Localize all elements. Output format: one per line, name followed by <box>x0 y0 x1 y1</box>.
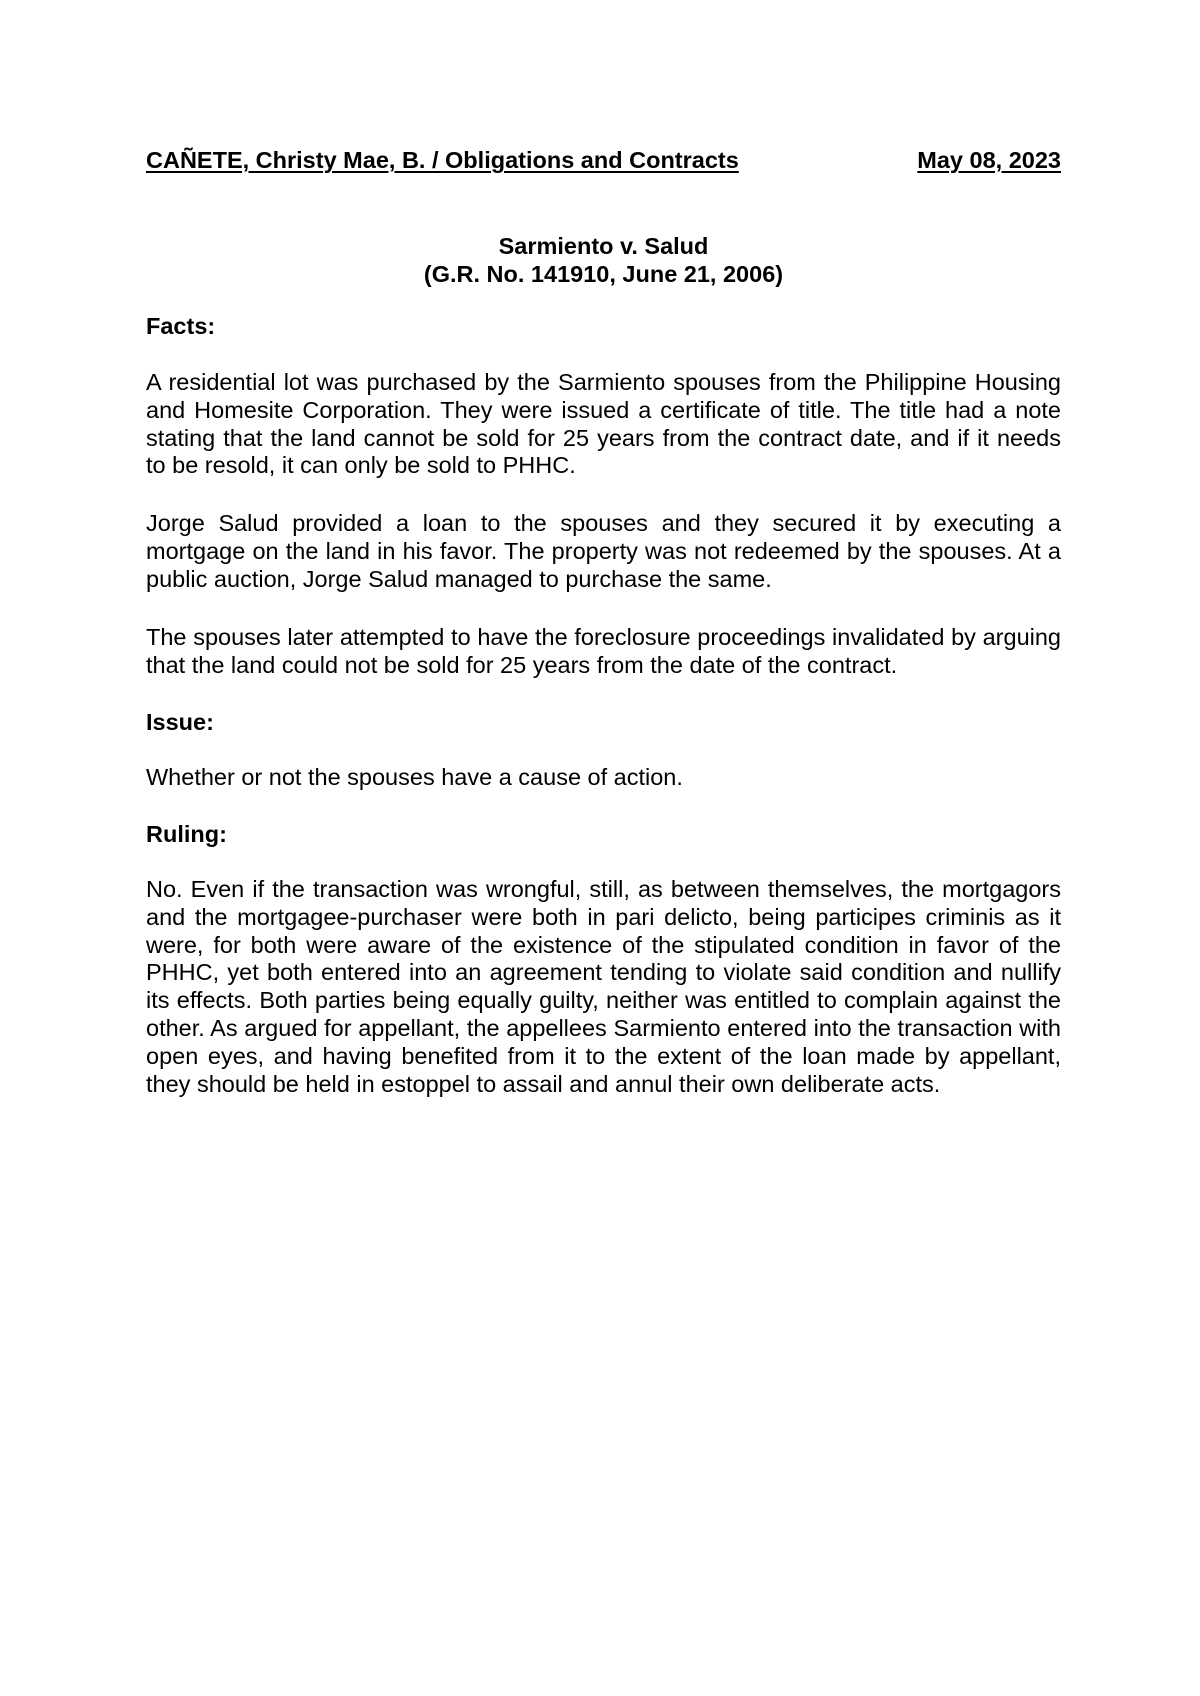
case-title: Sarmiento v. Salud <box>498 233 709 259</box>
document-page <box>146 0 1061 1696</box>
header-date: May 08, 2023 <box>917 147 1061 173</box>
case-title-block <box>146 232 1061 288</box>
facts-heading: Facts: <box>146 313 216 339</box>
issue-heading: Issue: <box>146 709 214 735</box>
header-author-course: CAÑETE, Christy Mae, B. / Obligations and Contracts <box>146 147 739 173</box>
ruling-heading: Ruling: <box>146 821 227 847</box>
facts-paragraph-1: A residential lot was purchased by the Sarmiento spouses from the Philippine Housing and Homesite Corporation. They were issued a certificate of title. The title had a note stating that the land cannot be sold for 25 years from the contract date, and if it needs to be resold, it can only be sold to PHHC. <box>146 369 1061 479</box>
issue-text: Whether or not the spouses have a cause of action. <box>146 764 683 790</box>
ruling-text: No. Even if the transaction was wrongful, still, as between themselves, the mortgagors and the mortgagee-purchaser were both in pari delicto, being participes criminis as it were, for both were aware of the existence of the stipulated condition in favor of the PHHC, yet both entered into an agreement tending to violate said condition and nullify its effects. Both parties being equally guilty, neither was entitled to complain against the other. As argued for appellant, the appellees Sarmiento entered into the transaction with open eyes, and having benefited from it to the extent of the loan made by appellant, they should be held in estoppel to assail and annul their own deliberate acts. <box>146 876 1061 1097</box>
facts-paragraph-2: Jorge Salud provided a loan to the spouses and they secured it by executing a mortgage on the land in his favor. The property was not redeemed by the spouses. At a public auction, Jorge Salud managed to purchase the same. <box>146 510 1061 592</box>
document-header <box>146 146 1061 174</box>
case-citation: (G.R. No. 141910, June 21, 2006) <box>423 261 784 287</box>
facts-paragraph-3: The spouses later attempted to have the foreclosure proceedings invalidated by arguing that the land could not be sold for 25 years from the date of the contract. <box>146 624 1061 678</box>
